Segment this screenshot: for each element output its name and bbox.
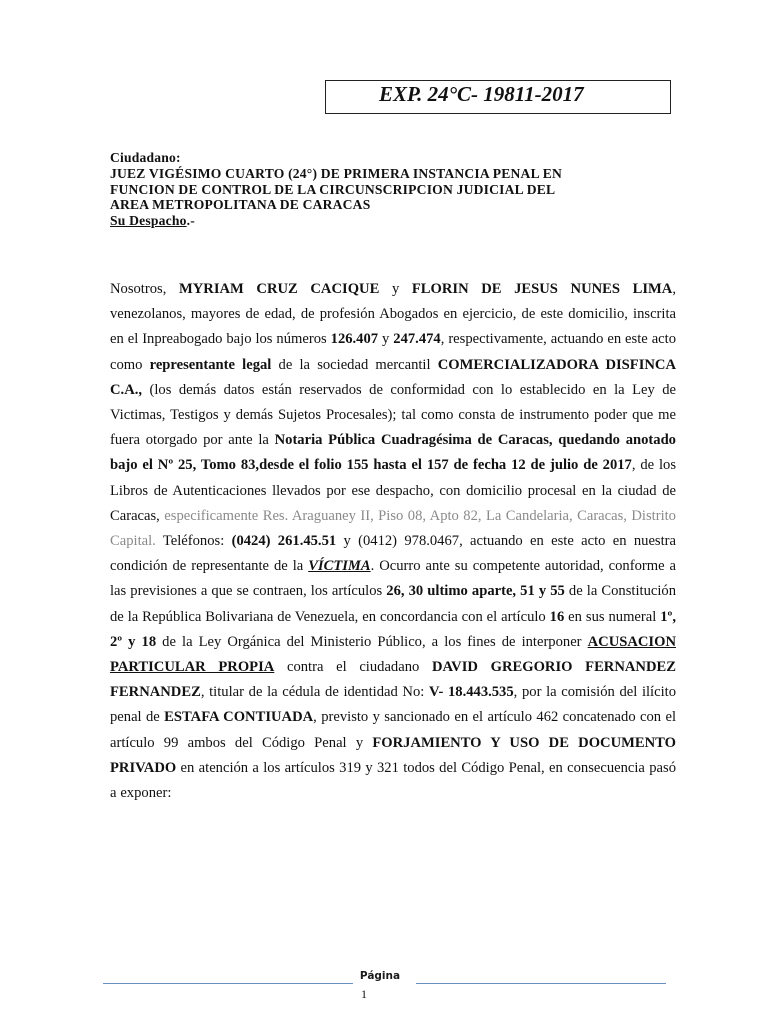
- footer-rule-right: [416, 983, 666, 984]
- id-number: V- 18.443.535: [429, 684, 514, 701]
- body-text: de la Constitución de la República Bolivariana de Venezuela, en concordancia con el artículo: [110, 583, 676, 625]
- victima-label: VÍCTIMA: [308, 558, 371, 575]
- inpreabogado-number-1: 126.407: [330, 331, 379, 348]
- article-number: 16: [549, 608, 565, 625]
- body-paragraph: [110, 277, 676, 806]
- procedural-address: especificamente Res. Araguaney II, Piso 08, Apto 82, La Candelaria, Caracas, Distrito Capital.: [110, 507, 676, 550]
- body-text: . Ocurro ante su competente autoridad, conforme a las previsiones a que se contraen, los artículos: [110, 558, 676, 600]
- body-text: , respectivamente, actuando en este acto como: [110, 331, 677, 373]
- body-text: Nosotros,: [110, 281, 179, 297]
- case-number-box: [325, 80, 671, 114]
- page-number: 1: [361, 987, 367, 1001]
- addressee-line-2: FUNCION DE CONTROL DE LA CIRCUNSCRIPCION JUDICIAL DEL: [110, 181, 556, 197]
- body-text: de la sociedad mercantil: [271, 356, 438, 373]
- despacho-line: [110, 213, 676, 229]
- body-text: , previsto y sancionado en el artículo 462 concatenado con el artículo 99 ambos del Código Penal y: [110, 709, 676, 751]
- body-text: y: [379, 281, 412, 297]
- body-text: , titular de la cédula de identidad No:: [200, 684, 429, 701]
- despacho-suffix: .-: [186, 213, 195, 229]
- phone-number-1: (0424) 261.45.51: [231, 533, 337, 550]
- addressee-line-3: AREA METROPOLITANA DE CARACAS: [110, 197, 371, 213]
- body-text: , por la comisión del ilícito penal de: [110, 684, 676, 726]
- lawyer-name-1: MYRIAM CRUZ CACIQUE: [178, 281, 380, 297]
- accusation-type: ACUSACION PARTICULAR PROPIA: [110, 633, 676, 676]
- salutation: Ciudadano:: [110, 150, 181, 165]
- addressee-block: [110, 150, 676, 229]
- addressee-line-1: JUEZ VIGÉSIMO CUARTO (24°) DE PRIMERA INSTANCIA PENAL EN: [110, 165, 562, 181]
- body-text: , venezolanos, mayores de edad, de profesión Abogados en ejercicio, de este domicilio, inscrita en el Inpreabogado bajo los números: [110, 281, 676, 348]
- company-name: COMERCIALIZADORA DISFINCA C.A.,: [110, 356, 676, 398]
- page-label: Página: [359, 970, 401, 982]
- body-text: y (0412) 978.0467, actuando en este acto en nuestra condición de representante de la: [110, 533, 676, 575]
- body-text: Teléfonos:: [155, 533, 232, 550]
- accused-name: DAVID GREGORIO FERNANDEZ FERNANDEZ: [110, 659, 676, 701]
- despacho-label: Su Despacho: [110, 213, 187, 229]
- body-text: , de los Libros de Autenticaciones llevados por ese despacho, con domicilio procesal en la ciudad de Caracas,: [110, 457, 676, 524]
- inpreabogado-number-2: 247.474: [393, 331, 441, 348]
- body-text: de la Ley Orgánica del Ministerio Público, a los fines de interponer: [156, 633, 588, 650]
- legal-representative: representante legal: [149, 356, 272, 373]
- lawyer-name-2: FLORIN DE JESUS NUNES LIMA: [411, 281, 673, 297]
- body-text: y: [378, 331, 394, 348]
- notary-reference: Notaria Pública Cuadragésima de Caracas, quedando anotado bajo el Nº 25, Tomo 83,desde el folio 155 hasta el 157 de fecha 12 de julio de 2017: [110, 432, 676, 474]
- body-text: en sus numeral: [564, 608, 661, 625]
- footer-rule-left: [103, 983, 353, 984]
- body-text: (los demás datos están reservados de conformidad con lo establecido en la Ley de Victimas, Testigos y demás Sujetos Procesales); tal como consta de instrumento poder que me fuera otorgado por ante la: [110, 381, 676, 449]
- crime-2: FORJAMIENTO Y USO DE DOCUMENTO PRIVADO: [110, 734, 676, 776]
- crime-1: ESTAFA CONTIUADA: [164, 709, 314, 726]
- body-text: contra el ciudadano: [274, 659, 432, 676]
- numerals: 1º, 2º y 18: [110, 608, 676, 650]
- body-text: en atención a los artículos 319 y 321 todos del Código Penal, en consecuencia pasó a exponer:: [110, 759, 676, 802]
- constitution-articles: 26, 30 ultimo aparte, 51 y 55: [386, 583, 565, 600]
- case-number: EXP. 24°C- 19811-2017: [379, 82, 584, 106]
